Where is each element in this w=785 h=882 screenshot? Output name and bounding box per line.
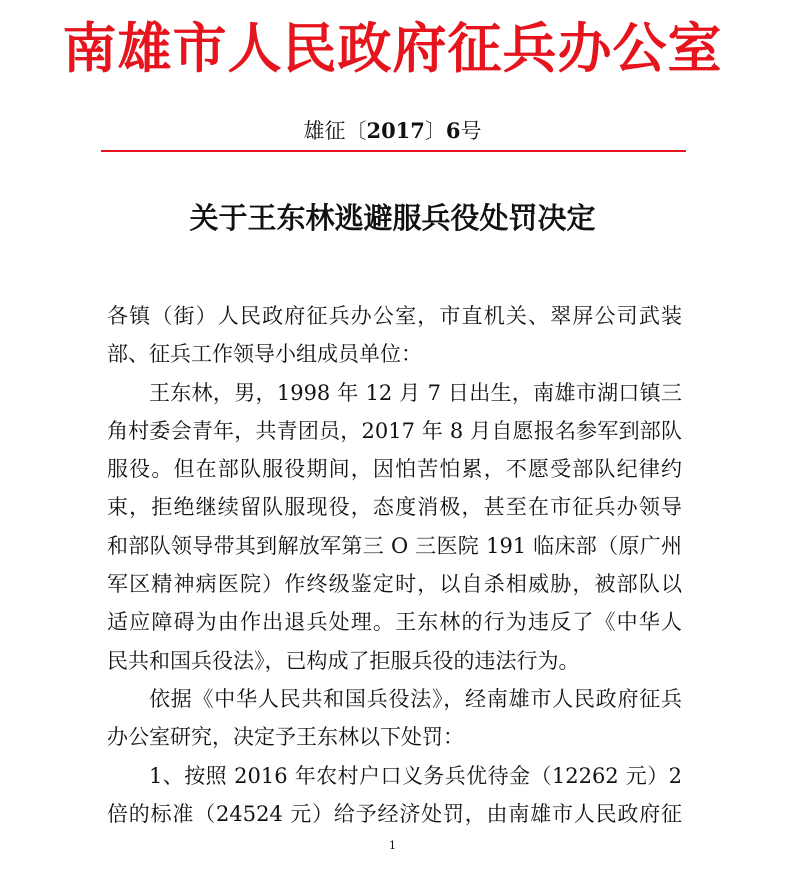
text-line: 服役。但在部队服役期间，因怕苦怕累，不愿受部队纪律约 xyxy=(107,457,682,482)
text-line: 和部队领导带其到解放军第三 O 三医院 191 临床部（原广州 xyxy=(107,533,682,558)
text-line: 角村委会青年，共青团员，2017 年 8 月自愿报名参军到部队 xyxy=(107,418,682,443)
paragraph-addressees xyxy=(107,297,682,374)
text-line: 王东林，男，1998 年 12 月 7 日出生，南雄市湖口镇三 xyxy=(149,380,682,405)
text-line: 各镇（街）人民政府征兵办公室，市直机关、翠屏公司武装 xyxy=(107,304,682,328)
text-line: 部、征兵工作领导小组成员单位： xyxy=(107,342,422,367)
doc-number-year: 2017 xyxy=(366,118,425,143)
page-number: 1 xyxy=(389,839,396,852)
paragraph-penalty xyxy=(107,757,682,834)
document-number xyxy=(0,116,785,146)
doc-number-mid: 〕 xyxy=(424,119,446,143)
text-line: 倍的标准（24524 元）给予经济处罚，由南雄市人民政府征 xyxy=(107,801,682,826)
paragraph-facts xyxy=(107,374,682,680)
organization-name: 南雄市人民政府征兵办公室 xyxy=(62,16,723,80)
doc-number-seq: 6 xyxy=(445,118,461,143)
text-line: 适应障碍为由作出退兵处理。王东林的行为违反了《中华人 xyxy=(107,610,682,635)
organization-header xyxy=(0,8,785,88)
doc-number-suffix: 号 xyxy=(460,119,482,143)
document-title: 关于王东林逃避服兵役处罚决定 xyxy=(189,201,596,235)
red-divider-line xyxy=(101,150,686,152)
text-line: 依据《中华人民共和国兵役法》，经南雄市人民政府征兵 xyxy=(149,686,682,711)
text-line: 1、按照 2016 年农村户口义务兵优待金（12262 元）2 xyxy=(149,763,682,788)
document-body xyxy=(107,297,682,833)
text-line: 办公室研究，决定予王东林以下处罚： xyxy=(107,725,464,750)
text-line: 军区精神病医院）作终级鉴定时，以自杀相威胁，被部队以 xyxy=(107,572,682,597)
paragraph-basis xyxy=(107,680,682,757)
doc-number-prefix: 雄征〔 xyxy=(303,119,367,143)
text-line: 束，拒绝继续留队服现役，态度消极，甚至在市征兵办领导 xyxy=(107,495,682,520)
text-line: 民共和国兵役法》，已构成了拒服兵役的违法行为。 xyxy=(107,648,580,673)
